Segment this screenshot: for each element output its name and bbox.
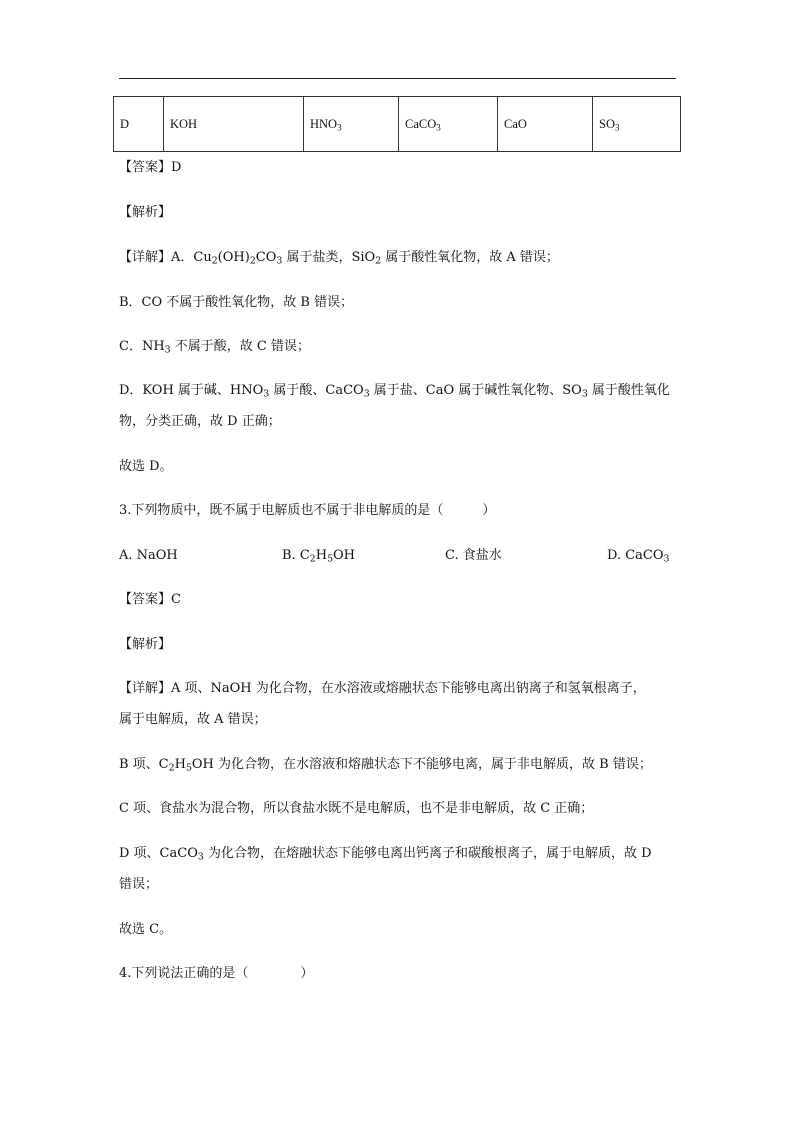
q3-option-d: D. CaCO$_3$ — [607, 548, 670, 565]
q2-detail-d-cont: 物，分类正确，故 D 正确； — [119, 414, 281, 429]
q3-option-c: C. 食盐水 — [445, 548, 502, 563]
table-cell: CaCO$_3$ — [399, 97, 498, 152]
classification-table — [113, 96, 681, 152]
header-rule — [119, 78, 676, 79]
q2-analysis-heading: 【解析】 — [119, 205, 172, 220]
q3-analysis-heading: 【解析】 — [119, 637, 172, 652]
table-cell: CaO — [498, 97, 593, 152]
q3-question: 3.下列物质中，既不属于电解质也不属于非电解质的是（ ） — [119, 503, 496, 518]
q3-answer: 【答案】C — [119, 592, 181, 607]
q3-detail-a-cont: 属于电解质，故 A 错误； — [119, 712, 267, 727]
q2-answer: 【答案】D — [119, 160, 182, 175]
table-row — [114, 97, 681, 152]
q3-detail-d: D 项、CaCO$_3$ 为化合物，在熔融状态下能够电离出钙离子和碳酸根离子，属于电解质，故 D — [119, 846, 652, 863]
q3-option-b: B. $C_2H_5OH$ — [282, 548, 356, 565]
q3-detail-c: C 项、食盐水为混合物，所以食盐水既不是电解质，也不是非电解质，故 C 正确； — [119, 801, 594, 816]
q2-detail-a: 【详解】A．$Cu_2(OH)_2CO_3$ 属于盐类，SiO$_2$ 属于酸性氧化物，故 A 错误； — [119, 250, 559, 267]
q2-detail-b: B．CO 不属于酸性氧化物，故 B 错误； — [119, 295, 354, 310]
q3-option-a: A. NaOH — [119, 548, 178, 563]
q3-detail-a: 【详解】A 项、NaOH 为化合物，在水溶液或熔融状态下能够电离出钠离子和氢氧根离子， — [119, 681, 646, 696]
table-cell: $HNO_3$ — [304, 97, 399, 152]
table-cell: KOH — [164, 97, 304, 152]
q3-detail-b: B 项、$C_2H_5OH$ 为化合物，在水溶液和熔融状态下不能够电离，属于非电解质，故 B 错误； — [119, 757, 652, 774]
q3-detail-d-cont: 错误； — [119, 877, 159, 892]
table-cell: D — [114, 97, 164, 152]
table-cell: $SO_3$ — [593, 97, 681, 152]
q2-conclusion: 故选 D。 — [119, 459, 173, 474]
q2-detail-d: D．KOH 属于碱、$HNO_3$ 属于酸、CaCO$_3$ 属于盐、CaO 属于碱性氧化物、$SO_3$ 属于酸性氧化 — [119, 383, 670, 400]
q2-detail-c: C．$NH_3$ 不属于酸，故 C 错误； — [119, 339, 310, 356]
q4-question: 4.下列说法正确的是（ ） — [119, 966, 314, 981]
q3-conclusion: 故选 C。 — [119, 922, 173, 937]
